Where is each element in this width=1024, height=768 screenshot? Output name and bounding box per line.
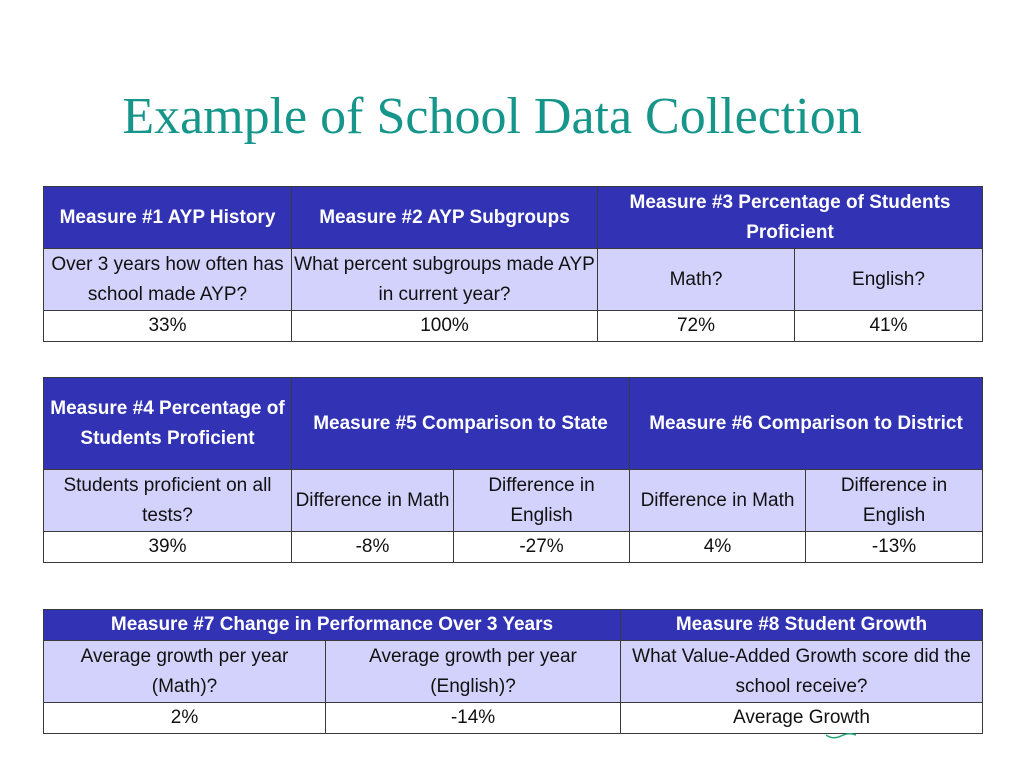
- question-cell: Difference in Math: [630, 470, 806, 532]
- value-cell: 72%: [598, 311, 795, 342]
- question-cell: Difference in Math: [292, 470, 454, 532]
- value-cell: -13%: [806, 532, 983, 563]
- header-row: [44, 378, 983, 470]
- header-row: [44, 187, 983, 249]
- header-cell: Measure #3 Percentage of Students Proficient: [598, 187, 983, 249]
- header-cell: Measure #4 Percentage of Students Proficient: [44, 378, 292, 470]
- measures-table-2: [43, 377, 983, 563]
- value-cell: 39%: [44, 532, 292, 563]
- question-cell: English?: [795, 249, 983, 311]
- value-cell: 100%: [292, 311, 598, 342]
- question-row: [44, 470, 983, 532]
- question-cell: Math?: [598, 249, 795, 311]
- slide-title: Example of School Data Collection: [122, 88, 862, 145]
- question-cell: Difference in English: [454, 470, 630, 532]
- header-cell: Measure #7 Change in Performance Over 3 Years: [44, 610, 621, 641]
- header-cell: Measure #6 Comparison to District: [630, 378, 983, 470]
- question-cell: Students proficient on all tests?: [44, 470, 292, 532]
- measures-table-3: [43, 609, 983, 734]
- value-cell: 41%: [795, 311, 983, 342]
- value-row: [44, 532, 983, 563]
- question-row: [44, 641, 983, 703]
- value-cell: Average Growth: [621, 703, 983, 734]
- header-cell: Measure #5 Comparison to State: [292, 378, 630, 470]
- header-cell: Measure #1 AYP History: [44, 187, 292, 249]
- question-cell: Average growth per year (Math)?: [44, 641, 326, 703]
- value-row: [44, 703, 983, 734]
- value-cell: 33%: [44, 311, 292, 342]
- question-cell: Difference in English: [806, 470, 983, 532]
- value-cell: 2%: [44, 703, 326, 734]
- spellcheck-underline-icon: [826, 733, 856, 739]
- header-cell: Measure #2 AYP Subgroups: [292, 187, 598, 249]
- question-cell: What Value-Added Growth score did the school receive?: [621, 641, 983, 703]
- value-cell: -14%: [326, 703, 621, 734]
- question-cell: Average growth per year (English)?: [326, 641, 621, 703]
- question-cell: Over 3 years how often has school made AYP?: [44, 249, 292, 311]
- measures-table-1: [43, 186, 983, 342]
- question-cell: What percent subgroups made AYP in current year?: [292, 249, 598, 311]
- value-cell: 4%: [630, 532, 806, 563]
- value-cell: -27%: [454, 532, 630, 563]
- value-cell: -8%: [292, 532, 454, 563]
- header-row: [44, 610, 983, 641]
- question-row: [44, 249, 983, 311]
- header-cell: Measure #8 Student Growth: [621, 610, 983, 641]
- value-row: [44, 311, 983, 342]
